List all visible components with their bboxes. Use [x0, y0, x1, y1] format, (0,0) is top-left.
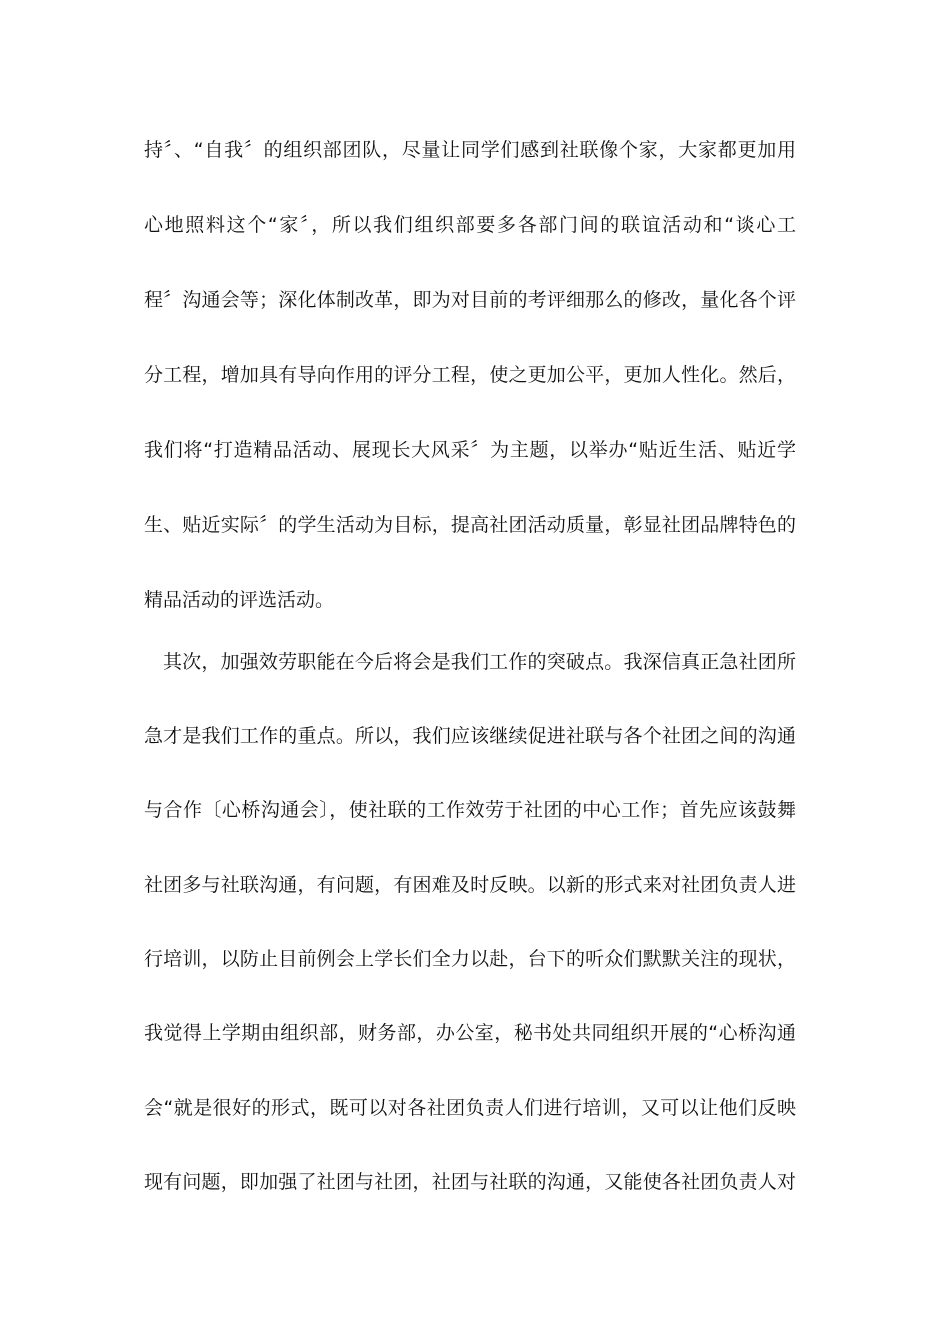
text-line: 精品活动的评选活动。 — [144, 589, 335, 611]
text-line: 生、贴近实际〞的学生活动为目标，提高社团活动质量，彰显社团品牌特色的 — [144, 514, 796, 536]
text-line: 心地照料这个“家〞，所以我们组织部要多各部门间的联谊活动和“谈心工 — [144, 214, 796, 236]
text-line: 会“就是很好的形式，既可以对各社团负责人们进行培训，又可以让他们反映 — [144, 1097, 796, 1119]
text-line: 社团多与社联沟通，有问题，有困难及时反映。以新的形式来对社团负责人进 — [144, 874, 796, 896]
text-line: 持〞、“自我〞的组织部团队，尽量让同学们感到社联像个家，大家都更加用 — [144, 139, 796, 161]
text-line: 急才是我们工作的重点。所以，我们应该继续促进社联与各个社团之间的沟通 — [144, 725, 796, 747]
text-line: 我觉得上学期由组织部，财务部，办公室，秘书处共同组织开展的“心桥沟通 — [144, 1022, 796, 1044]
paragraph-first-line: 其次，加强效劳职能在今后将会是我们工作的突破点。我深信真正急社团所 — [163, 651, 796, 673]
text-line: 程〞沟通会等；深化体制改革，即为对目前的考评细那么的修改，量化各个评 — [144, 289, 796, 311]
text-line: 现有问题，即加强了社团与社团，社团与社联的沟通，又能使各社团负责人对 — [144, 1171, 796, 1193]
text-line: 我们将“打造精品活动、展现长大风采〞为主题，以举办“贴近生活、贴近学 — [144, 439, 796, 461]
text-line: 分工程，增加具有导向作用的评分工程，使之更加公平，更加人性化。然后， — [144, 364, 796, 386]
text-line: 与合作〔心桥沟通会〕，使社联的工作效劳于社团的中心工作；首先应该鼓舞 — [144, 799, 796, 821]
text-line: 行培训，以防止目前例会上学长们全力以赴，台下的听众们默默关注的现状， — [144, 948, 796, 970]
